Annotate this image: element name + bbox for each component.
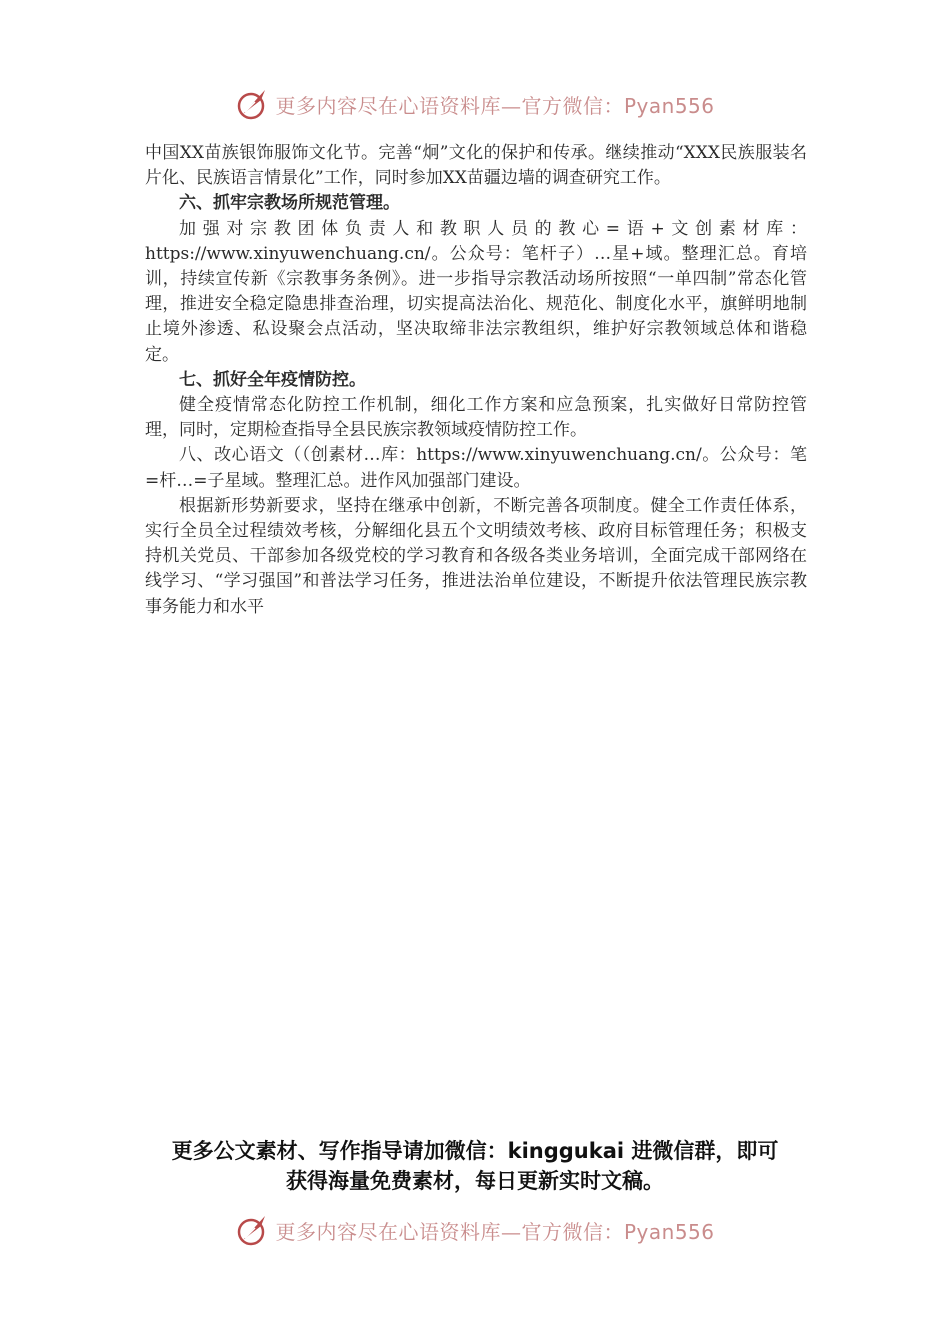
footer-promo-line-2: 获得海量免费素材，每日更新实时文稿。 xyxy=(286,1169,664,1193)
paragraph-epidemic: 健全疫情常态化防控工作机制，细化工作方案和应急预案，扎实做好日常防控管理，同时，定期检查指导全县民族宗教领域疫情防控工作。 xyxy=(145,395,807,441)
section-heading-6: 六、抓牢宗教场所规范管理。 xyxy=(179,193,400,214)
footer-promo-line-1: 更多公文素材、写作指导请加微信：kinggukai 进微信群，即可 xyxy=(171,1139,779,1163)
paragraph-continuation: 中国XX苗族银饰服饰文化节。完善“炯”文化的保护和传承。继续推动“XXX民族服装名片化、民族语言情景化”工作，同时参加XX苗疆边墙的调查研究工作。 xyxy=(145,143,807,189)
footer-banner-text: 更多内容尽在心语资料库—官方微信：Pyan556 xyxy=(275,1219,715,1244)
header-banner xyxy=(0,84,950,124)
paragraph-religion: 加强对宗教团体负责人和教职人员的教心=语+文创素材库：https://www.xinyuwenchuang.cn/。公众号：笔杆子）…星+域。整理汇总。育培训，持续宣传新《宗教事务条例》。进一步指导宗教活动场所按照“一单四制”常态化管理，推进安全稳定隐患排查治理，切实提高法治化、规范化、制度化水平，旗鲜明地制止境外渗透、私设聚会点活动，坚决取缔非法宗教组织，维护好宗教领域总体和谐稳定。 xyxy=(145,218,807,365)
header-banner-text: 更多内容尽在心语资料库—官方微信：Pyan556 xyxy=(275,93,715,118)
document-body xyxy=(145,141,807,620)
footer-wechat-id: Pyan556 xyxy=(623,1219,715,1244)
paragraph-section-8: 八、改心语文（（创素材…库：https://www.xinyuwenchuang.cn/。公众号：笔=杆…=子星域。整理汇总。进作风加强部门建设。 xyxy=(145,445,807,491)
footer-banner xyxy=(0,1210,950,1250)
quill-logo-icon xyxy=(235,86,271,122)
footer-promo xyxy=(0,1136,950,1196)
paragraph-system: 根据新形势新要求，坚持在继承中创新，不断完善各项制度。健全工作责任体系，实行全员全过程绩效考核，分解细化县五个文明绩效考核、政府目标管理任务；积极支持机关党员、干部参加各级党校的学习教育和各级各类业务培训，全面完成干部网络在线学习、“学习强国”和普法学习任务，推进法治单位建设，不断提升依法管理民族宗教事务能力和水平 xyxy=(145,495,807,617)
quill-logo-icon xyxy=(235,1212,271,1248)
section-heading-7: 七、抓好全年疫情防控。 xyxy=(179,369,366,390)
header-wechat-id: Pyan556 xyxy=(623,93,715,118)
